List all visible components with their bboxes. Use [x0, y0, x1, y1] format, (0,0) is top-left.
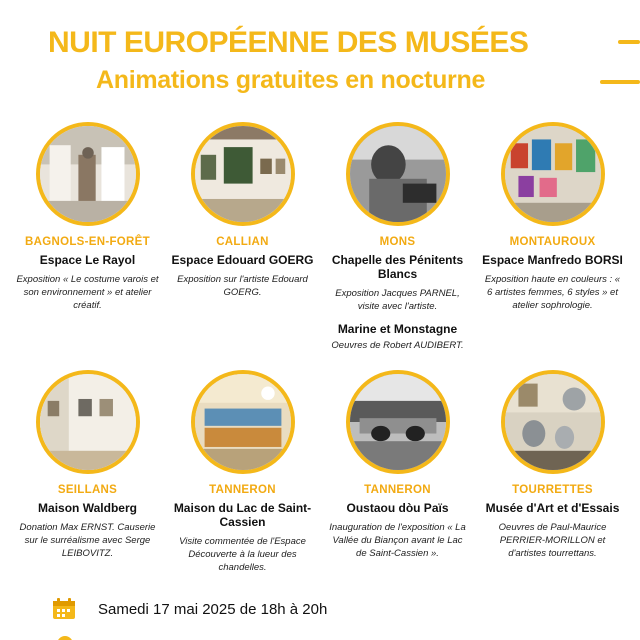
event-description: Donation Max ERNST. Causerie sur le surréalisme avec Serge LEIBOVITZ. — [19, 522, 156, 559]
decorative-dash — [618, 40, 640, 44]
event-card — [320, 122, 475, 362]
event-date: Samedi 17 mai 2025 de 18h à 20h — [98, 601, 328, 618]
venue-name-secondary: Marine et Monstagne — [337, 322, 458, 336]
event-card — [165, 122, 320, 362]
venue-name: Musée d'Art et d'Essais — [485, 501, 620, 515]
colorful-paintings-photo — [501, 122, 605, 226]
old-bridge-bw-photo — [346, 370, 450, 474]
location-pin-icon — [56, 634, 74, 640]
town-label: TANNERON — [364, 484, 431, 496]
event-description: Exposition sur l'artiste Edouard GOERG. — [177, 274, 308, 298]
venue-name: Oustaou dòu Païs — [346, 501, 449, 515]
calendar-icon — [52, 598, 76, 620]
event-card — [475, 122, 630, 362]
event-card — [165, 370, 320, 610]
event-description: Oeuvres de Paul-Maurice PERRIER-MORILLON et d'artistes tourrettans. — [498, 522, 607, 559]
venue-name: Maison du Lac de Saint-Cassien — [173, 501, 312, 529]
event-description: Exposition « Le costume varois et son environnement » et atelier créatif. — [16, 274, 159, 311]
venue-name: Espace Manfredo BORSI — [482, 253, 623, 267]
costume-exhibit-photo — [36, 122, 140, 226]
town-label: SEILLANS — [57, 484, 118, 496]
event-card — [475, 370, 630, 610]
event-description: Exposition haute en couleurs : « 6 artistes femmes, 6 styles » et atelier sophrologie. — [484, 274, 621, 311]
page-title: NUIT EUROPÉENNE DES MUSÉES — [48, 26, 529, 59]
venue-name: Espace Le Rayol — [39, 253, 136, 267]
town-label: CALLIAN — [216, 236, 269, 248]
event-description: Inauguration de l'exposition « La Vallée du Biançon avant le Lac de Saint-Cassien ». — [329, 522, 466, 559]
venue-name: Espace Edouard GOERG — [171, 253, 314, 267]
gallery-room-photo — [191, 122, 295, 226]
event-card — [10, 122, 165, 362]
footer — [0, 592, 640, 640]
pewter-objects-photo — [501, 370, 605, 474]
artist-bw-photo — [346, 122, 450, 226]
event-description: Visite commentée de l'Espace Découverte à la lueur des chandelles. — [179, 536, 306, 573]
town-label: BAGNOLS-EN-FORÊT — [25, 236, 150, 248]
town-label: MONS — [379, 236, 416, 248]
town-label: TANNERON — [209, 484, 276, 496]
page-subtitle: Animations gratuites en nocturne — [96, 66, 486, 94]
event-description-secondary: Oeuvres de Robert AUDIBERT. — [331, 340, 464, 351]
venue-name: Chapelle des Pénitents Blancs — [331, 253, 464, 281]
event-card — [320, 370, 475, 610]
events-row — [10, 370, 630, 610]
header — [0, 22, 640, 102]
event-card — [10, 370, 165, 610]
event-description: Exposition Jacques PARNEL, visite avec l'artiste. — [335, 288, 460, 312]
discovery-space-photo — [191, 370, 295, 474]
venue-name: Maison Waldberg — [38, 501, 137, 515]
town-label: TOURRETTES — [512, 484, 593, 496]
town-label: MONTAUROUX — [509, 236, 596, 248]
events-row — [10, 122, 630, 362]
white-gallery-photo — [36, 370, 140, 474]
decorative-dash — [600, 80, 640, 84]
